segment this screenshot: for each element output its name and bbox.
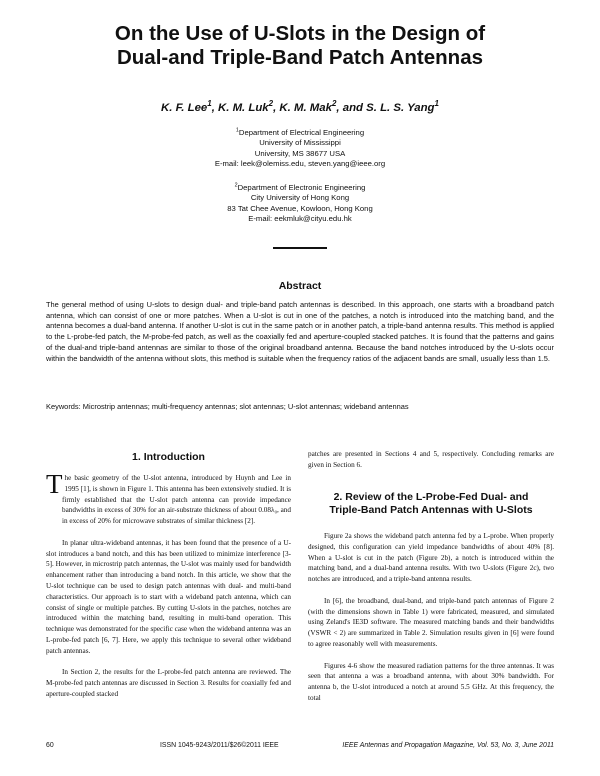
page-number: 60 bbox=[46, 742, 54, 749]
author-affiliation-mark: 2 bbox=[331, 99, 337, 109]
title-line-2: Dual-and Triple-Band Patch Antennas bbox=[116, 46, 483, 69]
affiliation-line: University of Mississippi bbox=[259, 138, 341, 148]
section-2-heading bbox=[308, 491, 554, 517]
affiliation-block-1 bbox=[140, 128, 460, 169]
paper-title bbox=[40, 22, 560, 70]
section-2-heading-line: 2. Review of the L-Probe-Fed Dual- and bbox=[333, 491, 529, 503]
affiliation-mark: 2 bbox=[234, 182, 238, 189]
intro-paragraph-2: In planar ultra-wideband antennas, it has been found that the presence of a U-slot introduces a band notch, and this has been utilized to minimize interference [3-5]. However, in microstrip patch antennas, the U-slot was mainly used for bandwidth enhancement rather than introducing a band notch. In this article, we show that the U-slot technique can be used to design patch antennas with dual- and multi-band characteristics. Our approach is to start with a wideband patch antenna, which can consist of single or multiple patches. By cutting U-slots in the patches, notches are introduced within the matching band, resulting in multi-band operation. This technique was demonstrated for the specific case when the wideband antenna was an L-probe-fed patch [6, 7]. Here, we apply this technique to several other wideband patch antennas. bbox=[46, 538, 291, 655]
title-divider bbox=[273, 247, 327, 249]
issn-line: ISSN 1045-9243/2011/$26©2011 IEEE bbox=[160, 742, 279, 749]
author-affiliation-mark: 1 bbox=[434, 99, 439, 109]
author-affiliation-mark: 1 bbox=[207, 99, 212, 109]
affiliation-email: E-mail: leek@olemiss.edu, steven.yang@ieee.org bbox=[214, 158, 386, 168]
author-name: K. F. Lee bbox=[161, 102, 208, 114]
affiliation-line: Department of Electrical Engineering bbox=[238, 128, 365, 137]
affiliation-line: Department of Electronic Engineering bbox=[237, 183, 366, 192]
affiliation-email: E-mail: eekmluk@cityu.edu.hk bbox=[248, 213, 352, 223]
section-2-paragraph-3: Figures 4-6 show the measured radiation patterns for the three antennas. It was seen that antenna a was a broadband antenna, with about 30% bandwidth. For antenna b, the U-slot introduced a notch at around 5.5 GHz. At this frequency, the total bbox=[308, 661, 554, 702]
affiliation-line: University, MS 38677 USA bbox=[254, 148, 346, 158]
right-column-continuation bbox=[308, 449, 554, 471]
author-affiliation-mark: 2 bbox=[268, 99, 274, 109]
section-2-heading-line: Triple-Band Patch Antennas with U-Slots bbox=[329, 504, 533, 516]
affiliation-block-2 bbox=[140, 183, 460, 224]
author-name: , K. M. Luk bbox=[211, 102, 269, 114]
intro-paragraph-1: he basic geometry of the U-slot antenna, introduced by Huynh and Lee in 1995 [1], is shown in Figure 1. This antenna has been extensively studied. It is firmly established that the U-slot patch antenna can provide impedance bandwidths in excess of 30% for an air-substrate thickness of about 0.08λ₀, and in excess of 20% for microwave substrates of similar thickness [2]. bbox=[62, 474, 291, 526]
intro-paragraph-3: In Section 2, the results for the L-probe-fed patch antenna are reviewed. The M-probe-fed patch antennas are discussed in Section 3. Results for coaxially fed and aperture-coupled stacked bbox=[46, 668, 291, 698]
abstract-body: The general method of using U-slots to design dual- and triple-band patch antennas is described. In this approach, one starts with a broadband patch antenna, which can consist of one or more patches. When a U-slot is cut in one of the patches, a notch is introduced into the matching band, and the antenna becomes a dual-band antenna. If another U-slot is cut in the same patch or in another patch, a triple-band antenna results. This method is applied to the L-probe-fed patch, the M-probe-fed patch, as well as the coaxially fed and aperture-coupled stacked patches. It is found that the patterns and gains of the dual-and triple-band antennas are similar to those of the original broadband antenna. Because the band notches introduced by the U-slots occur within the bandwidth of the antenna without slots, this method is suitable when the frequency ratios of the adjacent bands are small, usually less than 1.5. bbox=[46, 300, 554, 363]
abstract-heading: Abstract bbox=[278, 280, 322, 292]
section-2-paragraph-1: Figure 2a shows the wideband patch antenna fed by a L-probe. When properly designed, this configuration can yield impedance bandwidths of about 40% [8]. When a U-slot is cut in the patch (Figure 2b), a notch is introduced within the matching band, and a dual-band antenna results. With two U-slots (Figure 2c), two notches are introduced, and a triple-band antenna results. bbox=[308, 532, 554, 584]
intro-paragraph-3-continued: patches are presented in Sections 4 and 5, respectively. Concluding remarks are given in Section 6. bbox=[308, 450, 554, 469]
title-line-1: On the Use of U-Slots in the Design of bbox=[114, 22, 486, 45]
section-1-heading: 1. Introduction bbox=[132, 451, 205, 463]
affiliation-mark: 1 bbox=[235, 127, 239, 134]
author-list bbox=[40, 99, 560, 114]
author-name: , and S. L. S. Yang bbox=[336, 102, 435, 114]
drop-cap: T bbox=[46, 469, 63, 499]
affiliation-line: 83 Tat Chee Avenue, Kowloon, Hong Kong bbox=[227, 203, 373, 213]
right-column bbox=[308, 531, 554, 704]
journal-citation: IEEE Antennas and Propagation Magazine, Vol. 53, No. 3, June 2011 bbox=[342, 742, 554, 749]
section-2-paragraph-2: In [6], the broadband, dual-band, and triple-band patch antennas of Figure 2 (with the dimensions shown in Table 1) were fabricated, measured, and simulated using Zeland's IE3D software. The measured matching bands and their bandwidths (VSWR < 2) are summarized in Table 2. Simulation results given in [6] were found to agree reasonably well with measurements. bbox=[308, 596, 554, 648]
keywords: Keywords: Microstrip antennas; multi-frequency antennas; slot antennas; U-slot antennas; wideband antennas bbox=[46, 402, 409, 411]
author-name: , K. M. Mak bbox=[273, 102, 332, 114]
left-column bbox=[46, 469, 291, 700]
affiliation-line: City University of Hong Kong bbox=[250, 193, 350, 203]
